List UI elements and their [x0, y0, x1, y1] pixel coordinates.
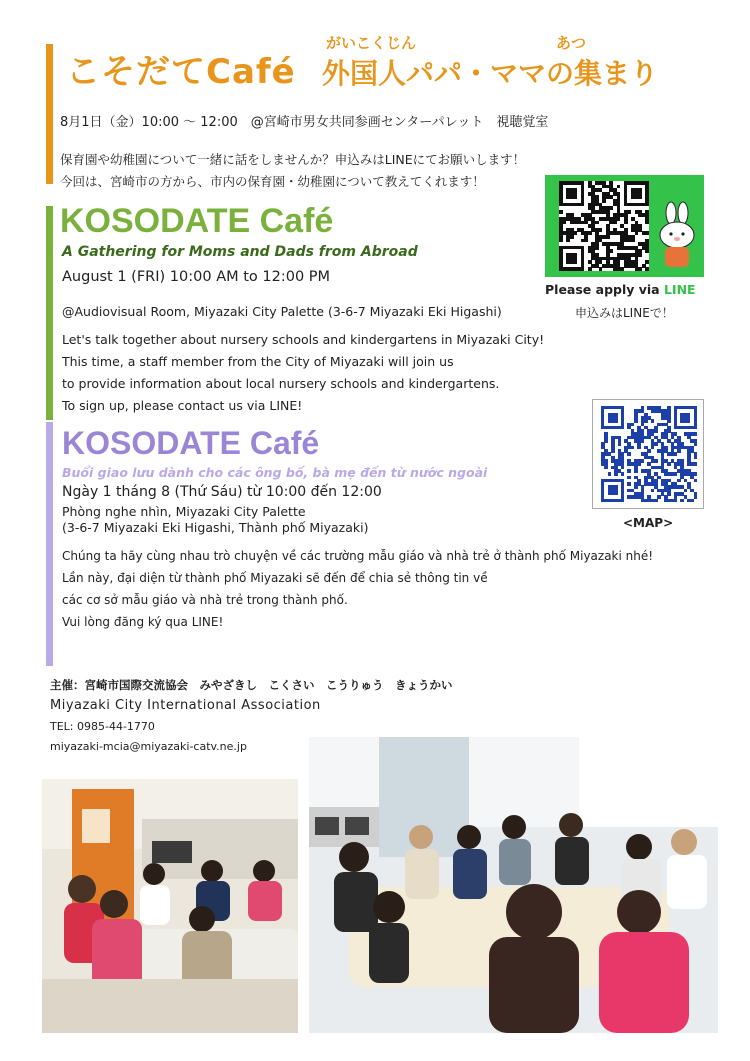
qr-module — [631, 423, 635, 427]
english-body — [62, 329, 544, 417]
qr-module — [644, 419, 648, 423]
qr-module — [609, 206, 613, 210]
vietnamese-title: KOSODATE Café — [62, 425, 320, 461]
qr-module — [657, 495, 661, 499]
english-body-line: This time, a staff member from the City of Miyazaki will join us — [62, 354, 454, 369]
qr-module — [595, 221, 599, 225]
intro-jp-2: 今回は、宮崎市の方から、市内の保育園・幼稚園について教えてくれます！ — [60, 174, 485, 189]
line-apply-line: LINE — [663, 282, 696, 297]
qr-module — [634, 419, 638, 423]
qr-module — [614, 472, 618, 476]
qr-module — [588, 267, 592, 271]
vietnamese-datetime: Ngày 1 tháng 8 (Thứ Sáu) từ 10:00 đến 12:00 — [62, 484, 382, 500]
qr-module — [674, 499, 678, 503]
qr-module — [602, 199, 606, 203]
qr-module — [604, 439, 608, 443]
page-subtitle-jp: 外国人パパ・ママの集まり — [322, 57, 659, 90]
qr-module — [680, 499, 684, 503]
event-photo-left — [42, 779, 298, 1033]
qr-module — [634, 485, 638, 489]
qr-module — [618, 442, 622, 446]
qr-module — [620, 267, 624, 271]
qr-module — [637, 446, 641, 450]
qr-module — [604, 466, 608, 470]
qr-module — [559, 239, 563, 243]
english-body-line: to provide information about local nursery schools and kindergartens. — [62, 376, 500, 391]
qr-module — [684, 489, 688, 493]
vietnamese-body-line: Lần này, đại diện từ thành phố Miyazaki sẽ đến để chia sẻ thông tin về — [62, 571, 488, 585]
qr-module — [621, 466, 625, 470]
qr-module — [674, 452, 678, 456]
english-body-line: To sign up, please contact us via LINE! — [62, 398, 303, 413]
english-subtitle: A Gathering for Moms and Dads from Abroad — [62, 244, 418, 260]
ruby-atsu: あつ — [556, 34, 587, 52]
organizer-email[interactable]: miyazaki-mcia@miyazaki-catv.ne.jp — [50, 740, 247, 753]
qr-module — [599, 267, 603, 271]
qr-module — [611, 449, 615, 453]
organizer-tel: TEL: 0985-44-1770 — [50, 720, 155, 733]
qr-module — [617, 217, 621, 221]
date-line-jp: 8月1日（金）10:00 〜 12:00 @宮崎市男女共同参画センターパレット 視聴覚室 — [60, 115, 549, 130]
qr-module — [638, 267, 642, 271]
qr-module — [654, 429, 658, 433]
qr-module — [654, 459, 658, 463]
qr-module — [631, 239, 635, 243]
line-qr-box[interactable] — [545, 175, 704, 277]
event-photo-right — [309, 737, 718, 1033]
qr-module — [694, 479, 698, 483]
vietnamese-body-line: Chúng ta hãy cùng nhau trò chuyện về các trường mẫu giáo và nhà trẻ ở thành phố Miyazaki nhé! — [62, 549, 654, 563]
vietnamese-body-line: các cơ sở mẫu giáo và nhà trẻ trong thành phố. — [62, 593, 348, 607]
vietnamese-body-line: Vui lòng đăng ký qua LINE! — [62, 615, 224, 629]
qr-module — [645, 231, 649, 235]
qr-module — [617, 185, 621, 189]
vietnamese-venue-1: Phòng nghe nhìn, Miyazaki City Palette — [62, 504, 306, 519]
qr-module — [645, 249, 649, 253]
qr-module — [651, 419, 655, 423]
line-qr-code[interactable] — [559, 181, 649, 271]
qr-module — [694, 456, 698, 460]
qr-finder — [566, 253, 577, 264]
line-apply-label — [545, 282, 696, 297]
qr-module — [635, 231, 639, 235]
qr-module — [647, 449, 651, 453]
qr-module — [563, 221, 567, 225]
qr-module — [627, 482, 631, 486]
english-datetime: August 1 (FRI) 10:00 AM to 12:00 PM — [62, 269, 331, 285]
qr-module — [667, 419, 671, 423]
line-bear-mascot-icon — [653, 201, 701, 271]
qr-module — [599, 228, 603, 232]
english-body-line: Let's talk together about nursery schools and kindergartens in Miyazaki City! — [62, 332, 545, 347]
page-title-jp: こそだてCafé — [66, 52, 296, 92]
qr-module — [595, 246, 599, 250]
qr-module — [584, 239, 588, 243]
qr-module — [559, 210, 563, 214]
qr-module — [645, 267, 649, 271]
qr-module — [634, 469, 638, 473]
qr-module — [641, 439, 645, 443]
qr-module — [638, 253, 642, 257]
qr-module — [570, 235, 574, 239]
qr-module — [606, 235, 610, 239]
qr-module — [637, 462, 641, 466]
accent-bar-orange — [46, 44, 53, 184]
qr-module — [677, 479, 681, 483]
qr-module — [573, 231, 577, 235]
qr-module — [627, 210, 631, 214]
accent-bar-purple — [46, 422, 53, 666]
qr-module — [694, 462, 698, 466]
qr-finder — [680, 413, 690, 423]
map-label: <MAP> — [623, 516, 674, 530]
qr-module — [645, 221, 649, 225]
qr-module — [667, 492, 671, 496]
map-qr-code[interactable] — [601, 406, 697, 502]
qr-module — [624, 221, 628, 225]
qr-module — [641, 459, 645, 463]
qr-module — [694, 472, 698, 476]
qr-module — [631, 446, 635, 450]
qr-module — [667, 462, 671, 466]
qr-module — [566, 239, 570, 243]
qr-module — [608, 472, 612, 476]
vietnamese-venue-2: (3-6-7 Miyazaki Eki Higashi, Thành phố Miyazaki) — [62, 520, 369, 535]
qr-module — [654, 499, 658, 503]
line-apply-jp: 申込みはLINEで！ — [575, 306, 674, 320]
qr-module — [694, 432, 698, 436]
qr-module — [645, 260, 649, 264]
organizer-en: Miyazaki City International Association — [50, 698, 321, 713]
qr-finder — [566, 188, 577, 199]
vietnamese-body — [62, 545, 653, 633]
qr-module — [674, 472, 678, 476]
ruby-gaikokujin: がいこくじん — [326, 34, 417, 52]
intro-jp-1: 保育園や幼稚園について一緒に話をしませんか？申込みはLINEにてお願いします！ — [60, 152, 526, 167]
qr-module — [613, 221, 617, 225]
qr-module — [588, 231, 592, 235]
qr-module — [627, 452, 631, 456]
vietnamese-subtitle: Buổi giao lưu dành cho các ông bố, bà mẹ đến từ nước ngoài — [62, 465, 488, 480]
map-qr-frame[interactable] — [592, 399, 704, 509]
organizer-jp: 主催：宮崎市国際交流協会 みやざきし こくさい こうりゅう きょうかい — [50, 678, 453, 692]
qr-module — [677, 449, 681, 453]
qr-module — [651, 446, 655, 450]
accent-bar-green — [46, 206, 53, 420]
qr-module — [694, 442, 698, 446]
qr-module — [627, 476, 631, 480]
english-title: KOSODATE Café — [60, 202, 334, 240]
line-apply-prefix: Please apply via — [545, 282, 664, 297]
english-venue: @Audiovisual Room, Miyazaki City Palette (3-6-7 Miyazaki Eki Higashi) — [62, 304, 502, 319]
qr-module — [621, 472, 625, 476]
qr-finder — [608, 485, 618, 495]
qr-module — [609, 249, 613, 253]
qr-finder — [631, 188, 642, 199]
qr-module — [651, 489, 655, 493]
qr-module — [690, 499, 694, 503]
qr-finder — [608, 413, 618, 423]
qr-module — [694, 495, 698, 499]
qr-module — [627, 469, 631, 473]
qr-module — [654, 442, 658, 446]
